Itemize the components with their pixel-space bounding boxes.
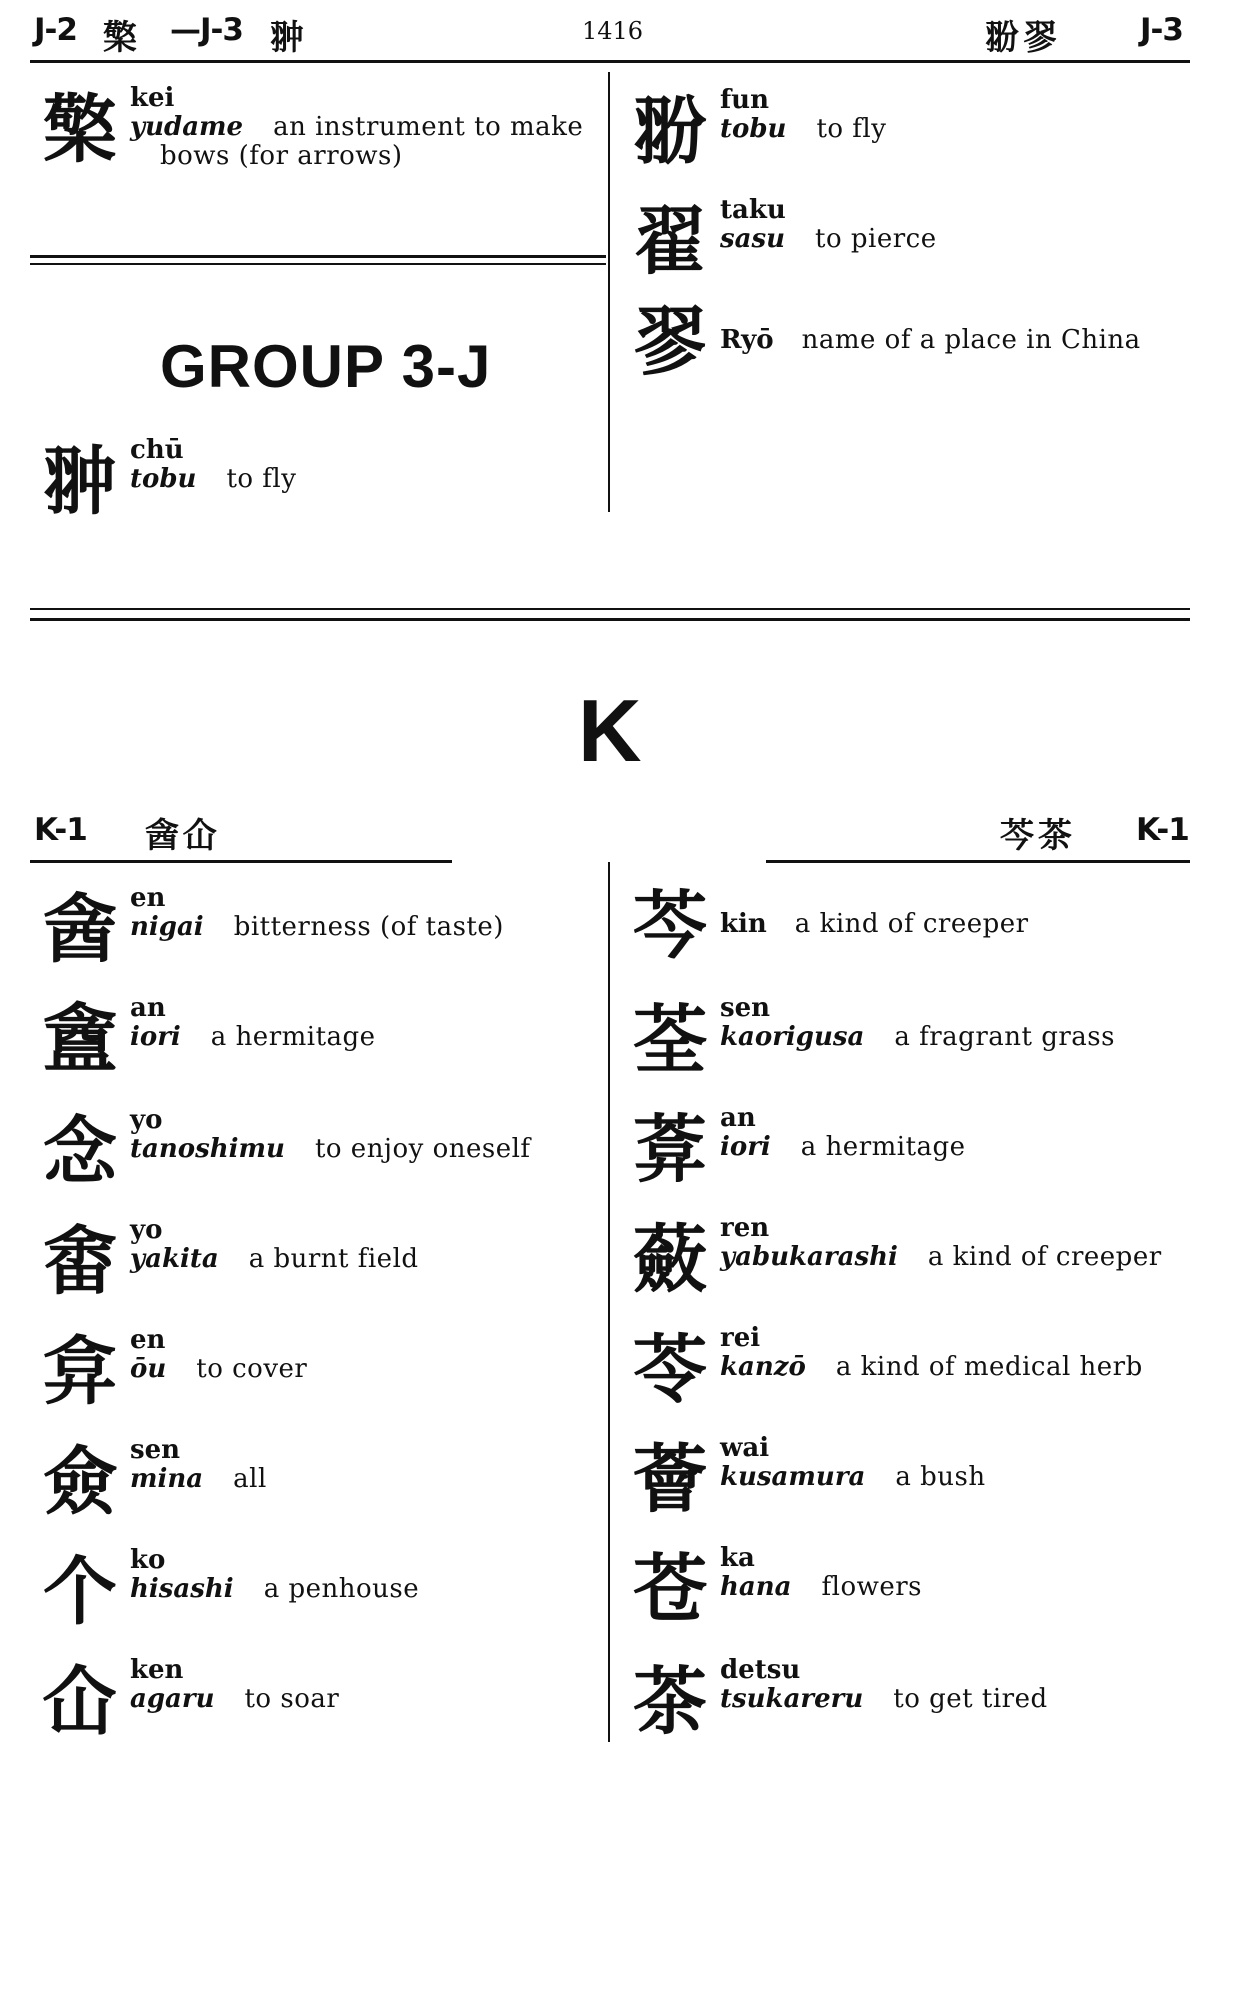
entry-kun: ōu — [130, 1354, 167, 1384]
entry-meaning: to soar — [244, 1684, 340, 1714]
entry-kanji: 畬 — [43, 1219, 117, 1305]
k-right-rule — [766, 860, 1190, 863]
entry-kun: iori — [130, 1022, 181, 1052]
entry-kanji: 苍 — [633, 1547, 707, 1633]
entry-reading: en — [130, 883, 166, 913]
entry-kanji: 檠 — [43, 87, 117, 173]
entry-meaning: a hermitage — [210, 1022, 376, 1052]
header-left-code: J-2 — [34, 12, 77, 48]
entry-meaning: to fly — [816, 114, 887, 144]
entry-reading: rei — [720, 1323, 761, 1353]
double-rule-top — [30, 255, 606, 258]
entry-kanji: 葊 — [633, 1107, 707, 1193]
entry-kanji: 酓 — [43, 887, 117, 973]
header-left-kanji-1: 檠 — [103, 18, 141, 58]
entry-kanji: 荃 — [633, 997, 707, 1083]
entry-reading: yo — [130, 1105, 163, 1135]
entry-meaning: to fly — [226, 464, 297, 494]
entry-kanji: 茶 — [633, 1659, 707, 1745]
entry-reading: yo — [130, 1215, 163, 1245]
entry-kun: yakita — [130, 1244, 219, 1274]
entry-reading: ren — [720, 1213, 770, 1243]
entry-meaning: a penhouse — [263, 1574, 420, 1604]
entry-kanji: 翂 — [633, 89, 707, 175]
entry-meaning-cont: bows (for arrows) — [160, 141, 403, 171]
entry-kun: agaru — [130, 1684, 215, 1714]
k-right-kanji: 芩茶 — [1000, 816, 1076, 856]
k-left-code: K-1 — [34, 812, 87, 848]
k-right-code: K-1 — [1136, 812, 1189, 848]
entry-kanji: 蘞 — [633, 1217, 707, 1303]
entry-kanji: 个 — [43, 1549, 117, 1635]
entry-kun: tobu — [130, 464, 197, 494]
entry-kun: sasu — [720, 224, 786, 254]
entry-kun: kaorigusa — [720, 1022, 865, 1052]
section-rule-top — [30, 608, 1190, 610]
entry-kun: yabukarashi — [720, 1242, 898, 1272]
entry-reading: ko — [130, 1545, 166, 1575]
section-rule-bottom — [30, 618, 1190, 621]
entry-meaning: all — [233, 1464, 267, 1494]
entry-meaning: to get tired — [893, 1684, 1048, 1714]
entry-meaning: a burnt field — [248, 1244, 419, 1274]
entry-reading: kin — [720, 909, 767, 939]
entry-kun: kusamura — [720, 1462, 866, 1492]
entry-kanji: 翀 — [43, 439, 117, 525]
header-rule — [30, 60, 1190, 63]
entry-meaning: an instrument to make — [273, 112, 584, 142]
entry-kun: mina — [130, 1464, 204, 1494]
entry-reading: wai — [720, 1433, 770, 1463]
entry-kun: hana — [720, 1572, 792, 1602]
entry-meaning: to enjoy oneself — [314, 1134, 531, 1164]
entry-kun: tobu — [720, 114, 787, 144]
entry-reading: ka — [720, 1543, 755, 1573]
entry-reading: kei — [130, 83, 175, 113]
entry-kun: nigai — [130, 912, 204, 942]
header-right-code: J-3 — [1140, 12, 1183, 48]
entry-kanji: 翟 — [633, 199, 707, 285]
entry-kanji: 薈 — [633, 1437, 707, 1523]
entry-meaning: a kind of medical herb — [835, 1352, 1143, 1382]
k-left-rule — [30, 860, 452, 863]
entry-meaning: to pierce — [815, 224, 937, 254]
entry-kun: tsukareru — [720, 1684, 864, 1714]
entry-meaning: a kind of creeper — [927, 1242, 1162, 1272]
entry-kanji: 盦 — [43, 997, 117, 1083]
entry-kanji: 念 — [43, 1109, 117, 1195]
entry-kanji: 仚 — [43, 1659, 117, 1745]
section-letter: K — [578, 681, 642, 780]
entry-kanji: 僉 — [43, 1439, 117, 1525]
entry-kanji: 弇 — [43, 1329, 117, 1415]
entry-meaning: flowers — [821, 1572, 923, 1602]
entry-reading: sen — [130, 1435, 181, 1465]
entry-reading: chū — [130, 435, 184, 465]
entry-kun: yudame — [130, 112, 244, 142]
double-rule-bottom — [30, 263, 606, 265]
entry-meaning: a hermitage — [800, 1132, 966, 1162]
entry-meaning: a kind of creeper — [794, 909, 1029, 939]
entry-kun: tanoshimu — [130, 1134, 285, 1164]
entry-reading: sen — [720, 993, 771, 1023]
entry-meaning: to cover — [196, 1354, 308, 1384]
entry-reading: detsu — [720, 1655, 801, 1685]
entry-reading: taku — [720, 195, 786, 225]
entry-kanji: 翏 — [633, 299, 707, 385]
entry-kanji: 苓 — [633, 1327, 707, 1413]
entry-reading: ken — [130, 1655, 184, 1685]
entry-meaning: a fragrant grass — [894, 1022, 1115, 1052]
entry-kanji: 芩 — [633, 883, 707, 969]
entry-kun: iori — [720, 1132, 771, 1162]
entry-kun: hisashi — [130, 1574, 234, 1604]
header-right-kanji: 翂翏 — [985, 18, 1061, 58]
entry-kun: kanzō — [720, 1352, 806, 1382]
entry-reading: en — [130, 1325, 166, 1355]
group-title: GROUP 3-J — [160, 333, 492, 400]
entry-meaning: name of a place in China — [801, 325, 1141, 355]
page-number: 1416 — [582, 17, 644, 45]
entry-meaning: a bush — [895, 1462, 986, 1492]
entry-reading: Ryō — [720, 325, 774, 355]
entry-reading: an — [720, 1103, 756, 1133]
entry-reading: an — [130, 993, 166, 1023]
k-left-kanji: 酓仚 — [145, 816, 221, 856]
entry-reading: fun — [720, 85, 769, 115]
header-left-kanji-2: 翀 — [270, 18, 308, 58]
entry-meaning: bitterness (of taste) — [233, 912, 504, 942]
header-left-separator: —J-3 — [170, 12, 243, 48]
